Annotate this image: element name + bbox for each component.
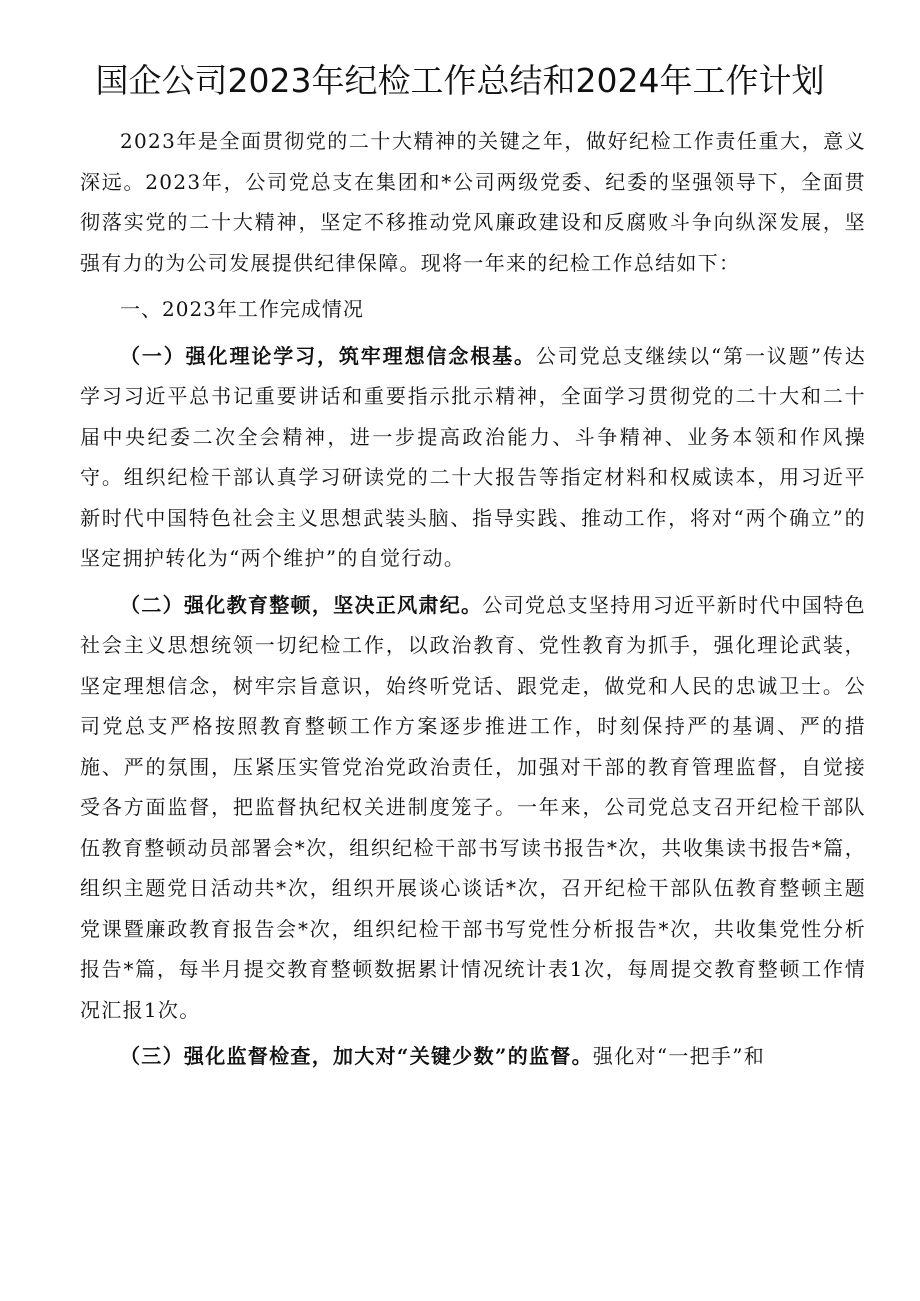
- item-paragraph-1: [80, 336, 866, 579]
- item-text-1: 公司党总支继续以“第一议题”传达学习习近平总书记重要讲话和重要指示批示精神，全面学习贯彻党的二十大和二十届中央纪委二次全会精神，进一步提高政治能力、斗争精神、业务本领和作风操守。组织纪检干部认真学习研读党的二十大报告等指定材料和权威读本，用习近平新时代中国特色社会主义思想武装头脑、指导实践、推动工作，将对“两个确立”的坚定拥护转化为“两个维护”的自觉行动。: [80, 343, 866, 570]
- item-text-3: 强化对“一把手”和: [592, 1044, 766, 1068]
- document-title: 国企公司2023年纪检工作总结和2024年工作计划: [95, 61, 825, 100]
- item-paragraph-3: [80, 1036, 866, 1077]
- item-lead-3: （三）强化监督检查，加大对“关键少数”的监督。: [120, 1044, 593, 1068]
- section-heading: 一、2023年工作完成情况: [120, 297, 364, 321]
- intro-paragraph: 2023年是全面贯彻党的二十大精神的关键之年，做好纪检工作责任重大，意义深远。2023年，公司党总支在集团和*公司两级党委、纪委的坚强领导下，全面贯彻落实党的二十大精神，坚定不移推动党风廉政建设和反腐败斗争向纵深发展，坚强有力的为公司发展提供纪律保障。现将一年来的纪检工作总结如下：: [80, 129, 866, 275]
- item-lead-2: （二）强化教育整顿，坚决正风肃纪。: [120, 592, 483, 617]
- document-body: [80, 121, 866, 1077]
- item-paragraph-2: [80, 585, 866, 1031]
- item-text-2: 公司党总支坚持用习近平新时代中国特色社会主义思想统领一切纪检工作，以政治教育、党性教育为抓手，强化理论武装，坚定理想信念，树牢宗旨意识，始终听党话、跟党走，做党和人民的忠诚卫士。公司党总支严格按照教育整顿工作方案逐步推进工作，时刻保持严的基调、严的措施、严的氛围，压紧压实管党治党政治责任，加强对干部的教育管理监督，自觉接受各方面监督，把监督执纪权关进制度笼子。一年来，公司党总支召开纪检干部队伍教育整顿动员部署会*次，组织纪检干部书写读书报告*次，共收集读书报告*篇，组织主题党日活动共*次，组织开展谈心谈话*次，召开纪检干部队伍教育整顿主题党课暨廉政教育报告会*次，组织纪检干部书写党性分析报告*次，共收集党性分析报告*篇，每半月提交教育整顿数据累计情况统计表1次，每周提交教育整顿工作情况汇报1次。: [80, 592, 866, 1022]
- item-lead-1: （一）强化理论学习，筑牢理想信念根基。: [120, 343, 536, 368]
